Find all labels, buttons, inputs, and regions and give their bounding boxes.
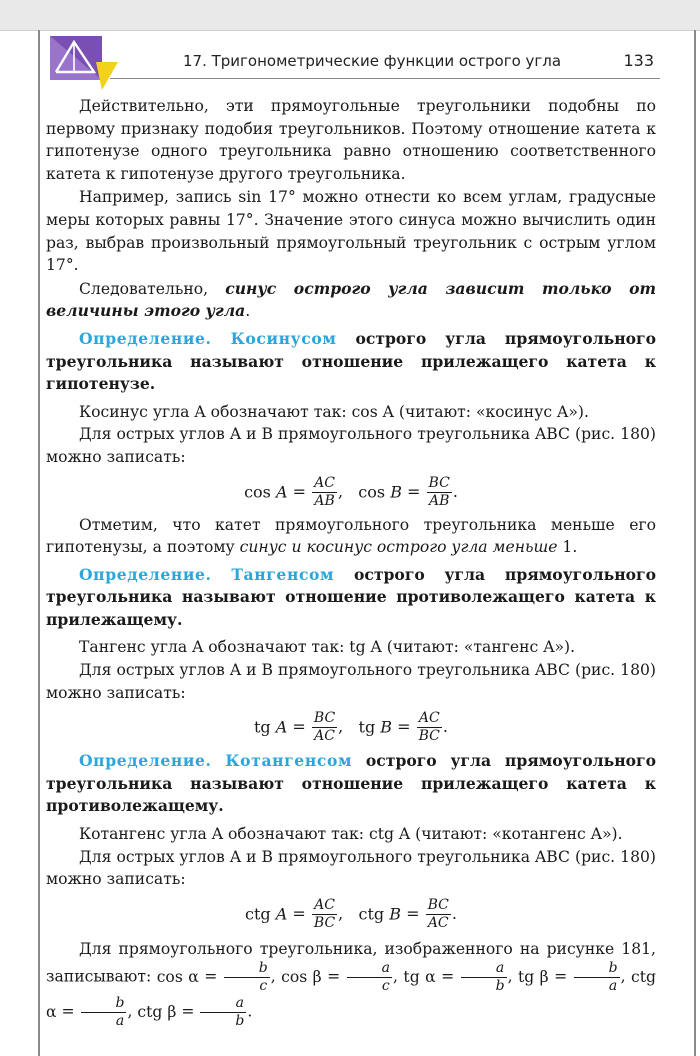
math-text: A <box>275 717 288 737</box>
math-text: Определение. <box>79 751 212 771</box>
math-text: a <box>115 1013 125 1030</box>
math-text: AC <box>417 710 442 728</box>
math-text: B <box>390 482 402 501</box>
math-text: синус и косинус острого угла меньше <box>239 538 558 557</box>
paragraph-sin17: Например, запись sin 17° можно отнести ко всем углам, градусные меры которых равны 17°. Значение этого синуса можно вычислить один раз, выбрав произвольный прямоугольный треугольник с острым углом 17°. <box>46 188 656 275</box>
cotangent-intro: Для острых углов A и B прямоугольного треугольника ABC (рис. 180) можно записать: <box>46 847 656 889</box>
math-text: b <box>574 960 620 978</box>
math-text: tg β <box>517 968 549 987</box>
math-text: b <box>235 1013 245 1030</box>
math-text: Следовательно, <box>79 279 226 298</box>
math-text: b <box>224 960 270 978</box>
tangent-notation: Тангенс угла A обозначают так: tg A (читают: «тангенс A»). <box>79 638 576 657</box>
math-text: tg <box>358 717 376 737</box>
figure181-paragraph: Для прямоугольного треугольника, изображенного на рисунке 181, записывают: cos α = $\frac{b}{c}$ , cos β = $\frac{a}{c}$ , tg α = $\frac{a}{b}$ , tg β = $\frac{b}{a}$ , ctg α = $\frac{b}{a}$ , ctg β = $\frac{a}{b}$ . <box>46 939 656 1030</box>
math-text: острого угла прямоугольного треугольника называют отношение прилежащего катета к гипотенузе. <box>46 328 656 394</box>
fraction <box>426 897 451 932</box>
math-text: cos β <box>281 968 322 987</box>
math-text: ctg <box>358 904 385 924</box>
math-text: Определение. <box>79 564 212 584</box>
fraction <box>312 475 337 510</box>
math-text: b <box>495 978 505 995</box>
math-text: AC <box>314 474 335 491</box>
math-text: cos <box>358 482 386 501</box>
math-text: B <box>380 717 393 737</box>
fraction <box>574 960 620 995</box>
fraction <box>224 960 270 995</box>
math-text: острого угла прямоугольного треугольника называют отношение прилежащего катета к противолежащему. <box>46 751 656 816</box>
chapter-title: 17. Тригонометрические функции острого угла <box>183 52 562 70</box>
math-text: BC <box>313 914 336 931</box>
math-text: острого угла прямоугольного треугольника называют отношение противолежащего катета к прилежащему. <box>46 564 656 629</box>
math-text: a <box>608 978 618 995</box>
math-text: c <box>381 978 390 995</box>
math-text: Отметим, что катет прямоугольного треугольника меньше его гипотенузы, а поэтому <box>46 515 656 557</box>
cosine-intro: Для острых углов A и B прямоугольного треугольника ABC (рис. 180) можно записать: <box>46 425 656 466</box>
math-text: ctg β <box>137 1003 177 1022</box>
math-text: Тангенсом <box>231 564 335 584</box>
page-left-border <box>38 30 40 1056</box>
math-text: B <box>389 904 402 924</box>
fraction <box>427 475 452 510</box>
cosine-notation: Косинус угла A обозначают так: cos A (читают: «косинус A»). <box>79 402 589 421</box>
math-text: AC <box>312 897 337 915</box>
math-text: AC <box>314 728 335 745</box>
math-text: cos <box>244 482 271 501</box>
paragraph-similarity: Действительно, эти прямоугольные треугольники подобны по первому признаку подобия треугольников. Поэтому отношение катета к гипотенузе одного треугольника равно отношению соответственного катета к гипотенузе другого треугольника. <box>46 97 656 183</box>
math-text: c <box>259 978 268 995</box>
math-text: ctg α <box>46 968 656 1022</box>
math-text: Котангенсом <box>225 751 353 771</box>
math-text: a <box>200 995 246 1013</box>
paragraph-sine-conclusion <box>46 278 656 323</box>
math-text: BC <box>428 474 450 491</box>
math-text: b <box>81 995 127 1013</box>
math-text: A <box>275 904 288 924</box>
math-text: A <box>275 482 288 501</box>
page-body <box>46 95 656 1031</box>
math-text: AB <box>428 492 450 509</box>
math-text: ctg <box>245 904 271 924</box>
page-right-border <box>694 30 696 1056</box>
math-text: a <box>461 960 507 978</box>
math-text: 1. <box>557 538 578 557</box>
math-text: BC <box>418 728 440 745</box>
fraction <box>312 897 337 932</box>
viewer-top-bar <box>0 0 700 31</box>
fraction <box>461 960 507 995</box>
chapter-logo-icon <box>44 32 124 94</box>
math-text: tg α <box>403 968 436 987</box>
math-text: BC <box>313 710 336 727</box>
math-text: Определение. <box>79 328 212 348</box>
tangent-formula: tg A = $\frac{BC}{AC}$ , tg B = $\frac{AC}{BC}$ . <box>254 710 448 745</box>
fraction <box>81 995 127 1030</box>
header-rule <box>110 78 660 79</box>
cotangent-formula: ctg A = $\frac{AC}{BC}$ , ctg B = $\frac{BC}{AC}$ . <box>245 896 457 931</box>
cosine-formula: cos A = $\frac{AC}{AB}$ , cos B = $\frac{BC}{AB}$ . <box>244 474 458 509</box>
page-number: 133 <box>623 51 654 70</box>
tangent-intro: Для острых углов A и B прямоугольного треугольника ABC (рис. 180) можно записать: <box>46 661 656 702</box>
math-text: Косинусом <box>230 328 337 348</box>
math-text: BC <box>427 896 449 913</box>
fraction <box>347 960 392 995</box>
definition-tangent <box>46 564 656 632</box>
fraction <box>417 710 442 745</box>
paragraph-less-than-one <box>46 514 656 559</box>
math-text: синус острого угла зависит только от величины этого угла <box>46 278 656 321</box>
math-text: tg <box>254 717 271 737</box>
math-text: cos α <box>156 968 199 987</box>
math-text: AB <box>314 492 335 509</box>
math-text: . <box>245 302 251 321</box>
math-text: a <box>347 960 392 978</box>
math-text: AC <box>427 914 449 931</box>
fraction <box>200 995 246 1030</box>
fraction <box>312 710 337 745</box>
definition-cosine <box>46 328 656 396</box>
math-text: Для прямоугольного треугольника, изображенного на рисунке 181, записывают: <box>46 939 656 986</box>
cotangent-notation: Котангенс угла A обозначают так: ctg A (читают: «котангенс A»). <box>79 825 623 844</box>
definition-cotangent <box>46 750 656 818</box>
